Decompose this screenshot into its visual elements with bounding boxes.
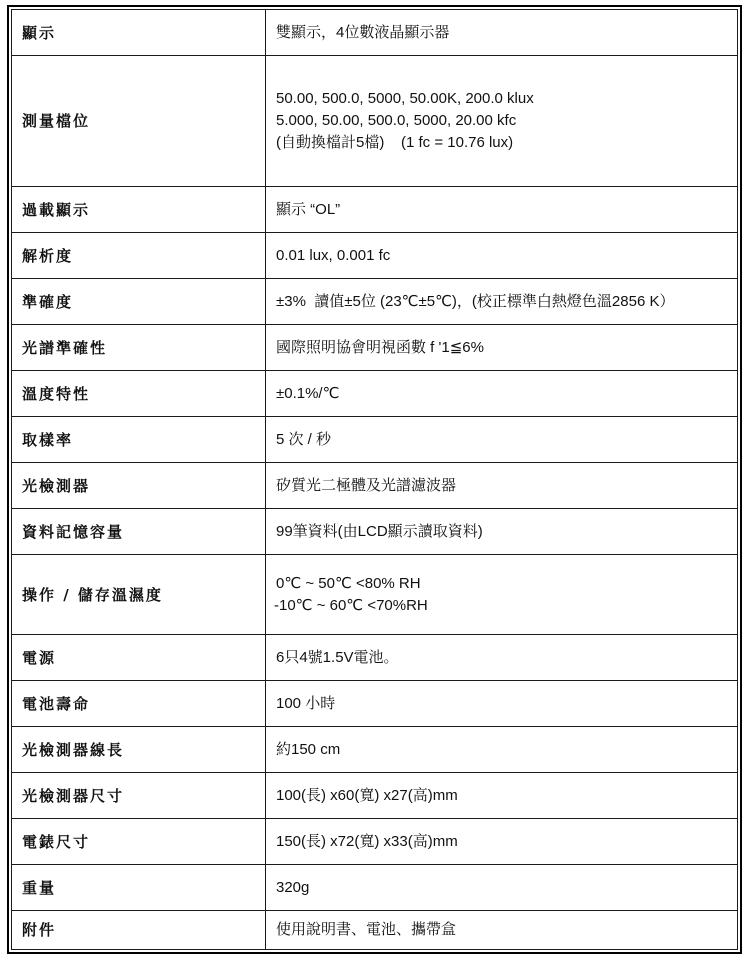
value-line: 50.00, 500.0, 5000, 50.00K, 200.0 klux xyxy=(276,90,534,107)
value-line: -10℃ ~ 60℃ <70%RH xyxy=(274,596,428,614)
table-row-temperature-coefficient xyxy=(12,371,738,417)
row-value xyxy=(266,509,738,555)
row-label: 附件 xyxy=(12,911,266,950)
row-value xyxy=(266,819,738,865)
row-label: 電源 xyxy=(12,635,266,681)
value-line: 雙顯示，4位數液晶顯示器 xyxy=(276,23,450,41)
row-label: 過載顯示 xyxy=(12,187,266,233)
spec-table xyxy=(11,9,738,950)
table-row-photo-detector xyxy=(12,463,738,509)
row-label: 溫度特性 xyxy=(12,371,266,417)
row-label: 光譜準確性 xyxy=(12,325,266,371)
row-value xyxy=(266,325,738,371)
table-row-resolution xyxy=(12,233,738,279)
row-value xyxy=(266,635,738,681)
row-label: 資料記憶容量 xyxy=(12,509,266,555)
value-line: (自動換檔計5檔) (1 fc = 10.76 lux) xyxy=(276,134,514,151)
table-row-range xyxy=(12,56,738,187)
table-row-cable-length xyxy=(12,727,738,773)
row-value xyxy=(266,681,738,727)
row-value xyxy=(266,727,738,773)
value-line: 100(長) x60(寬) x27(高)mm xyxy=(276,786,458,804)
row-value xyxy=(266,865,738,911)
row-label: 電池壽命 xyxy=(12,681,266,727)
table-row-overload xyxy=(12,187,738,233)
row-value xyxy=(266,187,738,233)
row-value xyxy=(266,10,738,56)
value-line: 150(長) x72(寬) x33(高)mm xyxy=(276,832,458,850)
table-row-memory xyxy=(12,509,738,555)
value-line: ±0.1%/℃ xyxy=(276,384,340,402)
value-line: 顯示 “OL” xyxy=(276,200,341,218)
row-label: 顯示 xyxy=(12,10,266,56)
table-row-battery-life xyxy=(12,681,738,727)
row-value xyxy=(266,463,738,509)
row-label: 光檢測器尺寸 xyxy=(12,773,266,819)
table-row-meter-size xyxy=(12,819,738,865)
value-line: 320g xyxy=(276,878,310,896)
value-line: 6只4號1.5V電池。 xyxy=(276,648,399,666)
value-line: 5.000, 50.00, 500.0, 5000, 20.00 kfc xyxy=(276,112,517,129)
row-label: 測量檔位 xyxy=(12,56,266,187)
value-line: 矽質光二極體及光譜濾波器 xyxy=(276,476,457,494)
row-value xyxy=(266,279,738,325)
value-line: 99筆資料(由LCD顯示讀取資料) xyxy=(276,522,483,540)
value-line: 國際照明協會明視函數 f '1≦6% xyxy=(276,338,484,356)
table-row-display xyxy=(12,10,738,56)
value-line: 約150 cm xyxy=(276,740,341,758)
table-row-weight xyxy=(12,865,738,911)
row-label: 光檢測器線長 xyxy=(12,727,266,773)
value-line: 使用說明書、電池、攜帶盒 xyxy=(276,921,457,938)
table-row-accuracy xyxy=(12,279,738,325)
row-value xyxy=(266,371,738,417)
table-row-sampling-rate xyxy=(12,417,738,463)
row-label: 重量 xyxy=(12,865,266,911)
row-label: 準確度 xyxy=(12,279,266,325)
row-value xyxy=(266,56,738,187)
table-row-spectral-accuracy xyxy=(12,325,738,371)
value-line: 5 次 / 秒 xyxy=(276,430,332,448)
spec-table-frame xyxy=(7,5,742,954)
row-value xyxy=(266,773,738,819)
value-line: ±3% 讀值±5位 (23℃±5℃)，(校正標準白熱燈色溫2856 K） xyxy=(276,292,675,310)
table-row-accessories xyxy=(12,911,738,950)
row-label: 操作 / 儲存溫濕度 xyxy=(12,555,266,635)
value-line: 0.01 lux, 0.001 fc xyxy=(276,246,391,264)
row-label: 取樣率 xyxy=(12,417,266,463)
row-value xyxy=(266,555,738,635)
row-label: 光檢測器 xyxy=(12,463,266,509)
table-row-power xyxy=(12,635,738,681)
table-row-detector-size xyxy=(12,773,738,819)
row-label: 電錶尺寸 xyxy=(12,819,266,865)
row-label: 解析度 xyxy=(12,233,266,279)
row-value xyxy=(266,911,738,950)
table-row-operating-storage xyxy=(12,555,738,635)
value-line: 100 小時 xyxy=(276,694,336,712)
value-line: 0℃ ~ 50℃ <80% RH xyxy=(276,574,421,592)
row-value xyxy=(266,233,738,279)
row-value xyxy=(266,417,738,463)
